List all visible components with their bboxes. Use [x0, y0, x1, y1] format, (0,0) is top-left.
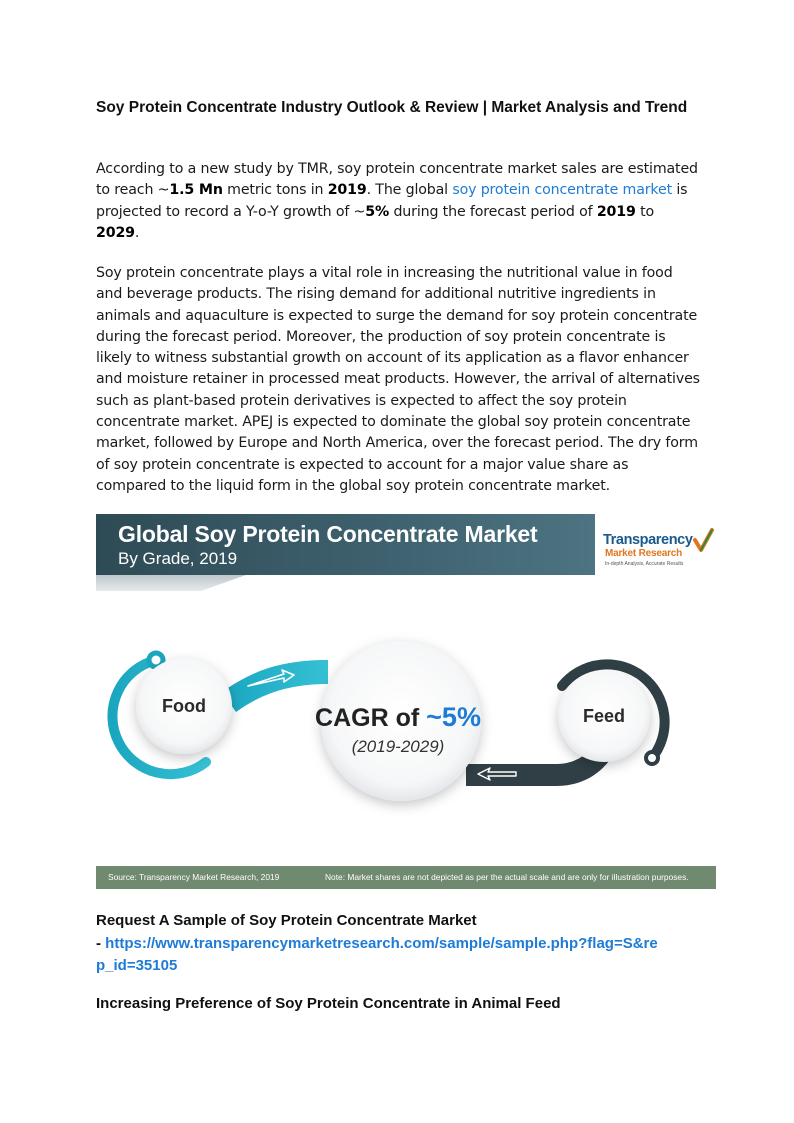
request-sample-label: Request A Sample of Soy Protein Concentrate Market — [96, 912, 477, 929]
infographic — [96, 514, 716, 890]
feed-label: Feed — [582, 706, 626, 726]
intro-text-1: According to a new study by TMR, soy protein concentrate market sales are estimated to reach ~ — [96, 161, 698, 199]
disclaimer-note: Note: Market shares are not depicted as per the actual scale and are only for illustration purposes. — [325, 872, 689, 882]
section-heading: Increasing Preference of Soy Protein Concentrate in Animal Feed — [96, 995, 561, 1012]
cagr-diagram — [96, 594, 716, 864]
cagr-period: (2019-2029) — [351, 737, 445, 756]
cagr-value: ~5% — [426, 702, 481, 732]
sample-link[interactable]: https://www.transparencymarketresearch.com/sample/sample.php?flag=S&re — [105, 934, 658, 952]
intro-year: 2019 — [327, 182, 367, 199]
feed-arc-dot — [646, 752, 658, 764]
intro-growth: 5% — [365, 203, 390, 220]
intro-text-5: during the forecast period of — [389, 203, 597, 220]
intro-text-4: is projected to record a Y-o-Y growth of ~ — [96, 182, 688, 220]
infographic-title: Global Soy Protein Concentrate Market — [118, 521, 538, 547]
tmr-logo — [603, 522, 716, 572]
cagr-text — [315, 702, 481, 732]
infographic-footer — [96, 866, 716, 889]
intro-text-2: metric tons in — [222, 182, 328, 199]
intro-start-year: 2019 — [596, 203, 636, 220]
market-link[interactable]: soy protein concentrate market — [452, 182, 672, 199]
source-note: Source: Transparency Market Research, 2019 — [108, 872, 280, 882]
intro-text-7: . — [134, 224, 140, 241]
logo-tagline: In-depth Analysis, Accurate Results — [605, 561, 684, 567]
intro-text-3: . The global — [366, 182, 453, 199]
request-sample-link-line — [96, 933, 706, 956]
request-sample-link-line-2 — [96, 955, 706, 978]
infographic-banner — [96, 514, 595, 575]
checkmark-icon — [691, 528, 715, 556]
intro-volume: 1.5 Mn — [169, 182, 223, 199]
infographic-subtitle: By Grade, 2019 — [118, 549, 238, 568]
teal-band — [222, 660, 328, 712]
cagr-prefix: CAGR of — [315, 704, 427, 732]
intro-end-year: 2029 — [96, 224, 135, 241]
intro-paragraph — [96, 159, 701, 244]
request-prefix: - — [96, 934, 106, 952]
intro-text-6: to — [635, 203, 655, 220]
sample-link-continued[interactable]: p_id=35105 — [96, 957, 178, 974]
food-label: Food — [162, 696, 206, 716]
request-sample-block — [96, 910, 706, 978]
body-paragraph: Soy protein concentrate plays a vital role in increasing the nutritional value in food and beverage products. The rising demand for additional nutritive ingredients in animals and aquaculture is expected to surge the demand for soy protein concentrate during the forecast period. Moreover, the production of soy protein concentrate is likely to witness substantial growth on account of its application as a flavor enhancer and moisture retainer in processed meat products. However, the arrival of alternatives such as plant-based protein derivatives is expected to affect the soy protein concentrate market. APEJ is expected to dominate the global soy protein concentrate market, followed by Europe and North America, over the forecast period. The dry form of soy protein concentrate is expected to account for a major value share as compared to the liquid form in the global soy protein concentrate market. — [96, 265, 700, 494]
page-title: Soy Protein Concentrate Industry Outlook & Review | Market Analysis and Trend — [96, 99, 688, 116]
banner-shadow — [96, 575, 246, 591]
logo-main-text: Transparency — [603, 532, 693, 548]
logo-sub-text: Market Research — [605, 548, 683, 559]
